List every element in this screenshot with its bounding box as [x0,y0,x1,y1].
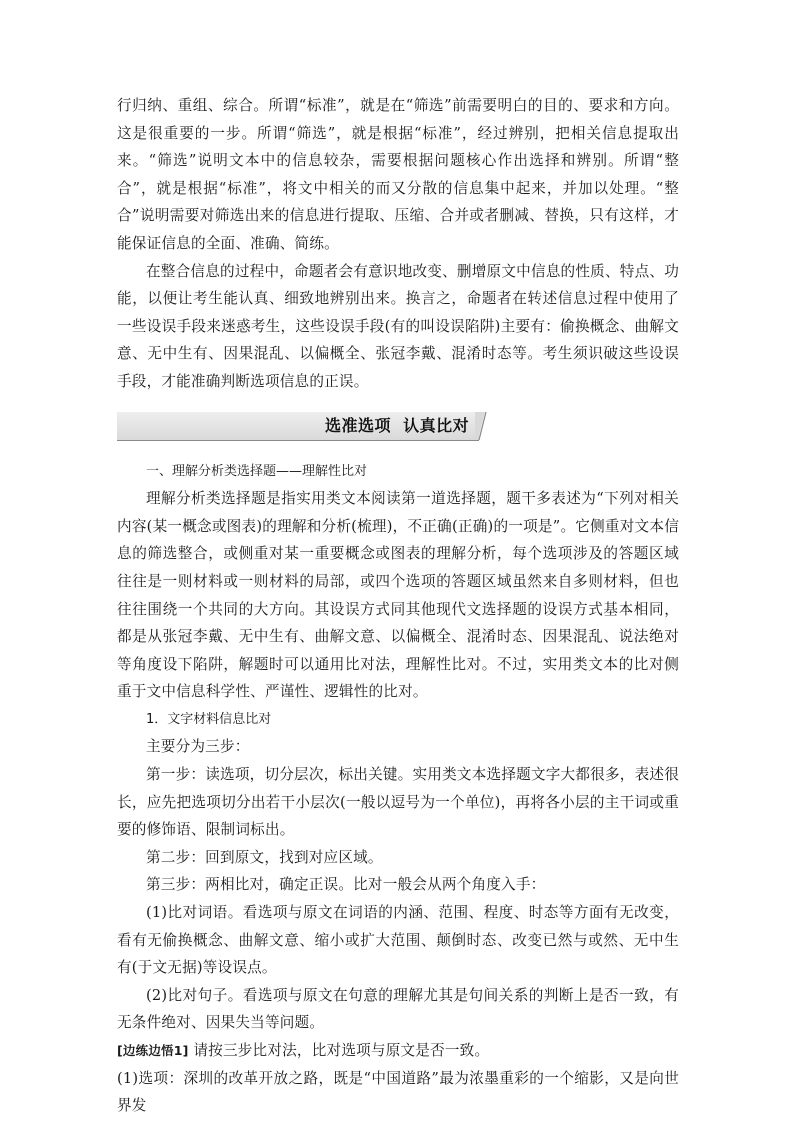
section-banner [117,412,679,442]
section-paragraph: 理解分析类选择题是指实用类文本阅读第一道选择题，题干多表述为“下列对相关内容(某一概念或图表)的理解和分析(梳理)，不正确(正确)的一项是”。它侧重对文本信息的筛选整合，或侧重对某一重要概念或图表的理解分析，每个选项涉及的答题区域往往是一则材料或一则材料的局部，或四个选项的答题区域虽然来自多则材料，但也往往围绕一个共同的大方向。其设误方式同其他现代文选择题的设误方式基本相同，都是从张冠李戴、无中生有、曲解文意、以偏概全、混淆时态、因果混乱、说法绝对等角度设下陷阱，解题时可以通用比对法，理解性比对。不过，实用类文本的比对侧重于文中信息科学性、严谨性、逻辑性的比对。 [117,490,679,701]
section-heading: 一、理解分析类选择题——理解性比对 [146,463,368,479]
practice-option: (1)选项：深圳的改革开放之路，既是“中国道路”最为浓墨重彩的一个缩影，又是向世界发 [117,1069,679,1115]
steps-intro: 主要分为三步： [146,738,250,756]
banner-underline [117,440,479,441]
intro-paragraph-1: 行归纳、重组、综合。所谓“标准”，就是在“筛选”前需要明白的目的、要求和方向。这是很重要的一步。所谓“筛选”，就是根据“标准”，经过辨别，把相关信息提取出来。“筛选”说明文本中的信息较杂，需要根据问题核心作出选择和辨别。所谓“整合”，就是根据“标准”，将文中相关的而又分散的信息集中起来，并加以处理。“整合”说明需要对筛选出来的信息进行提取、压缩、合并或者删减、替换，只有这样，才能保证信息的全面、准确、简练。 [117,97,679,252]
banner-slant-icon [475,412,489,440]
subsection-heading: 1．文字材料信息比对 [146,711,272,727]
step-2: 第二步：回到原文，找到对应区域。 [146,848,383,866]
point-1: (1)比对词语。看选项与原文在词语的内涵、范围、程度、时态等方面有无改变，看有无偷换概念、曲解文意、缩小或扩大范围、颠倒时态、改变已然与或然、无中生有(于文无据)等设误点。 [117,904,679,977]
intro-paragraph-2: 在整合信息的过程中，命题者会有意识地改变、删增原文中信息的性质、特点、功能，以便让考生能认真、细致地辨别出来。换言之，命题者在转述信息过程中使用了一些设误手段来迷惑考生，这些设误手段(有的叫设误陷阱)主要有：偷换概念、曲解文意、无中生有、因果混乱、以偏概全、张冠李戴、混淆时态等。考生须识破这些设误手段，才能准确判断选项信息的正误。 [117,262,679,390]
document-page [117,92,679,1120]
practice-tag: [边练边悟1] [117,1043,189,1058]
point-2: (2)比对句子。看选项与原文在句意的理解尤其是句间关系的判断上是否一致，有无条件绝对、因果失当等问题。 [117,986,679,1032]
banner-title: 选准选项 认真比对 [325,415,470,435]
step-3: 第三步：两相比对，确定正误。比对一般会从两个角度入手： [146,876,546,894]
practice-instruction: 请按三步比对法，比对选项与原文是否一致。 [193,1042,490,1059]
practice-line [117,1037,679,1065]
step-1: 第一步：读选项，切分层次，标出关键。实用类文本选择题文字大都很多，表述很长，应先把选项切分出若干小层次(一般以逗号为一个单位)，再将各小层的主干词或重要的修饰语、限制词标出。 [117,766,679,839]
